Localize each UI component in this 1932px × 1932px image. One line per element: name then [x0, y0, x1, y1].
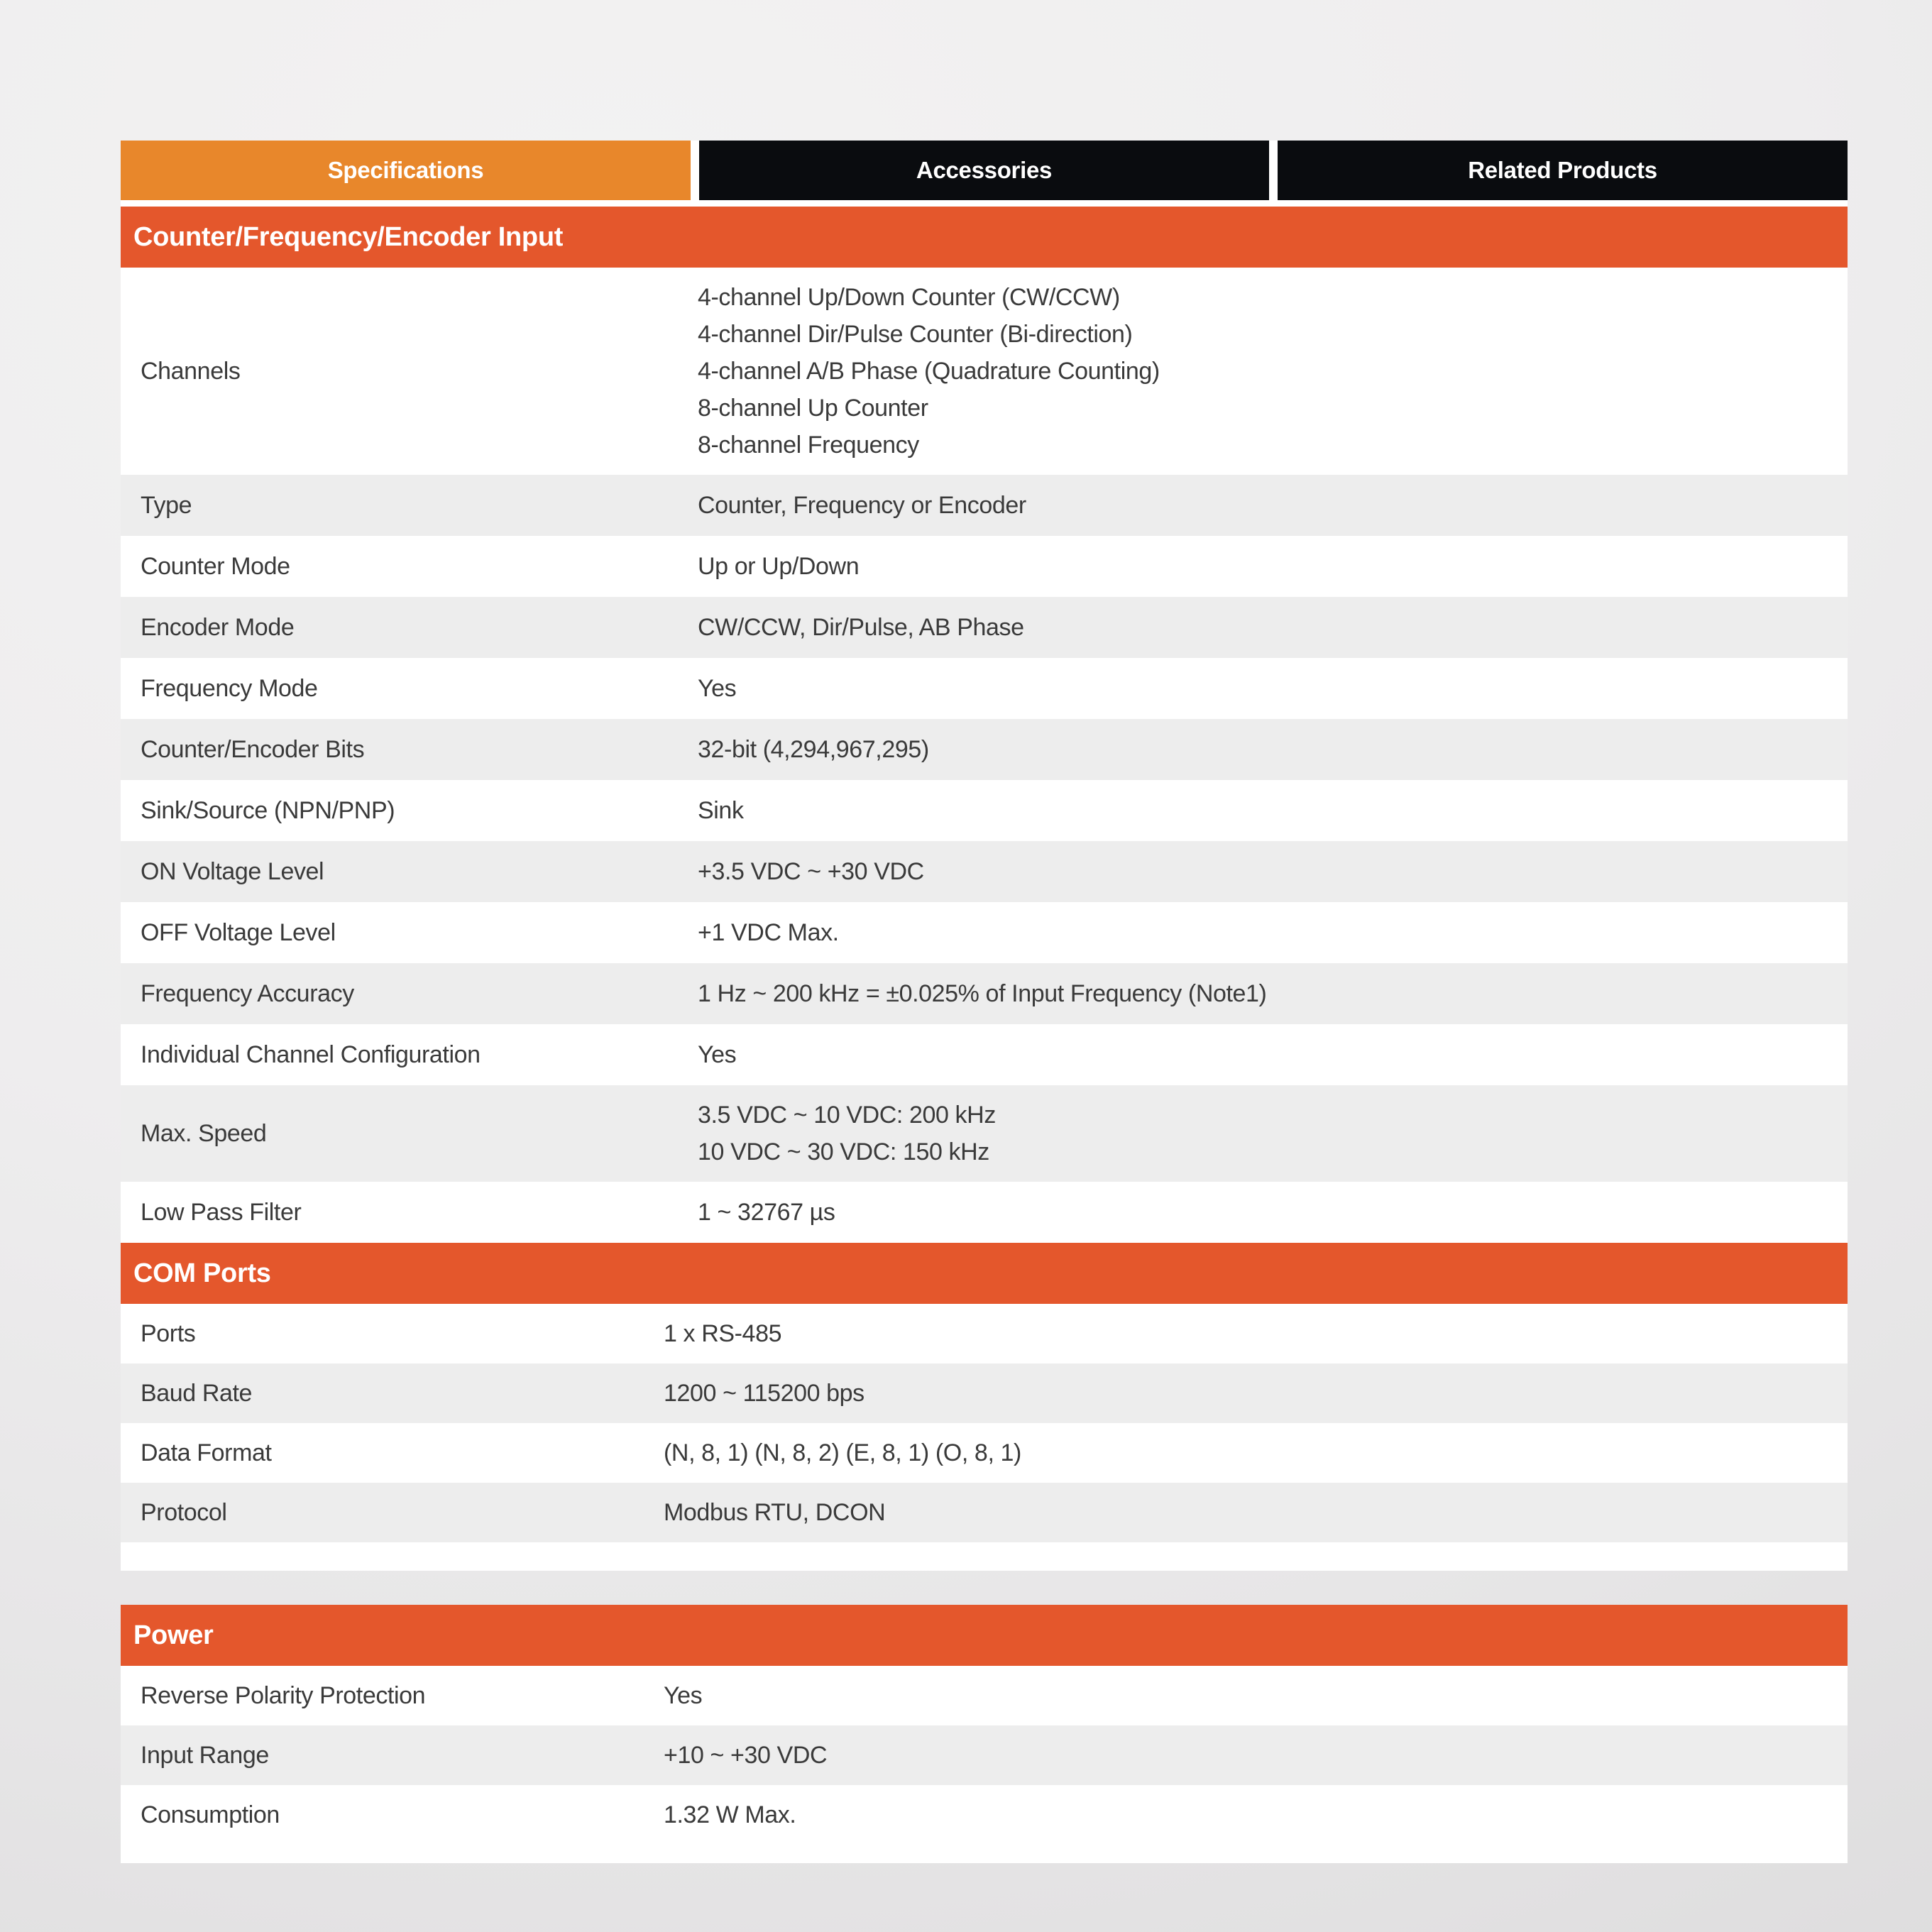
table-row [121, 475, 1848, 536]
row-value [698, 597, 1848, 658]
row-value-line: Counter, Frequency or Encoder [698, 492, 1026, 519]
row-label: Input Range [141, 1742, 269, 1769]
row-value [698, 1024, 1848, 1085]
row-value [664, 1785, 1848, 1845]
row-value [664, 1666, 1848, 1725]
row-value [698, 536, 1848, 597]
table-row [121, 1725, 1848, 1785]
table-row [121, 841, 1848, 902]
row-value [698, 963, 1848, 1024]
row-label: Individual Channel Configuration [141, 1041, 481, 1068]
spec-table-power [121, 1666, 1848, 1845]
row-value [664, 1304, 1848, 1363]
row-value [698, 658, 1848, 719]
row-value-line: Up or Up/Down [698, 553, 860, 580]
row-value-line: 3.5 VDC ~ 10 VDC: 200 kHz [698, 1102, 996, 1129]
table-row [121, 1085, 1848, 1182]
row-value [698, 841, 1848, 902]
row-value-line: 10 VDC ~ 30 VDC: 150 kHz [698, 1138, 989, 1165]
section-header-counter-frequency-encoder-input: Counter/Frequency/Encoder Input [121, 207, 1848, 268]
row-value-line: 4-channel A/B Phase (Quadrature Counting) [698, 358, 1160, 385]
table-row [121, 1024, 1848, 1085]
row-label: Frequency Mode [141, 675, 318, 702]
row-label: Type [141, 492, 192, 519]
row-label: Channels [141, 358, 241, 385]
row-value [664, 1483, 1848, 1542]
table-row [121, 268, 1848, 475]
row-value-line: 1200 ~ 115200 bps [664, 1380, 865, 1407]
row-label: Ports [141, 1320, 196, 1347]
spec-table-com-ports [121, 1304, 1848, 1542]
table-row [121, 1182, 1848, 1243]
row-label: Max. Speed [141, 1120, 267, 1147]
row-label: Encoder Mode [141, 614, 295, 641]
table-row [121, 780, 1848, 841]
row-label: Reverse Polarity Protection [141, 1682, 426, 1709]
tab-bar [121, 141, 1848, 200]
row-value [698, 780, 1848, 841]
row-value-line: 1 ~ 32767 µs [698, 1199, 835, 1226]
row-value-line: 8-channel Frequency [698, 432, 919, 459]
row-value-line: Sink [698, 797, 744, 824]
section-header-com-ports: COM Ports [121, 1243, 1848, 1304]
row-value-line: Modbus RTU, DCON [664, 1499, 886, 1526]
table-row [121, 536, 1848, 597]
row-label: Data Format [141, 1439, 272, 1466]
table-row [121, 1666, 1848, 1725]
row-value [664, 1363, 1848, 1423]
row-value [698, 1085, 1848, 1182]
table-row [121, 963, 1848, 1024]
table-row [121, 902, 1848, 963]
row-value-line: CW/CCW, Dir/Pulse, AB Phase [698, 614, 1024, 641]
row-value-line: +1 VDC Max. [698, 919, 839, 946]
table-row [121, 1363, 1848, 1423]
section-header-power: Power [121, 1605, 1848, 1666]
table-row [121, 719, 1848, 780]
row-label: Counter/Encoder Bits [141, 736, 365, 763]
table-row [121, 658, 1848, 719]
row-value-line: 32-bit (4,294,967,295) [698, 736, 929, 763]
tab-accessories[interactable]: Accessories [699, 141, 1269, 200]
row-value-line: Yes [664, 1682, 703, 1709]
row-label: Protocol [141, 1499, 227, 1526]
row-value [698, 902, 1848, 963]
row-value [698, 1182, 1848, 1243]
row-value [698, 475, 1848, 536]
tab-related-products[interactable]: Related Products [1278, 141, 1848, 200]
table-row [121, 1304, 1848, 1363]
specifications-card [121, 141, 1848, 1571]
row-label: Low Pass Filter [141, 1199, 302, 1226]
tab-specifications[interactable]: Specifications [121, 141, 691, 200]
content-area [121, 141, 1848, 1863]
row-value-line: 4-channel Up/Down Counter (CW/CCW) [698, 284, 1120, 311]
row-value-line: 1 Hz ~ 200 kHz = ±0.025% of Input Frequency (Note1) [698, 980, 1267, 1007]
row-value [698, 719, 1848, 780]
row-label: Frequency Accuracy [141, 980, 354, 1007]
row-value-line: 4-channel Dir/Pulse Counter (Bi-direction) [698, 321, 1133, 348]
row-label: OFF Voltage Level [141, 919, 336, 946]
row-value-line: 1.32 W Max. [664, 1801, 796, 1828]
table-row [121, 597, 1848, 658]
table-row [121, 1785, 1848, 1845]
row-label: Sink/Source (NPN/PNP) [141, 797, 395, 824]
row-label: Consumption [141, 1801, 280, 1828]
row-value-line: 1 x RS-485 [664, 1320, 782, 1347]
row-label: ON Voltage Level [141, 858, 324, 885]
row-value-line: 8-channel Up Counter [698, 395, 928, 422]
row-value-line: Yes [698, 675, 737, 702]
row-value [664, 1725, 1848, 1785]
row-value [664, 1423, 1848, 1483]
table-row [121, 1483, 1848, 1542]
row-label: Counter Mode [141, 553, 290, 580]
table-row [121, 1423, 1848, 1483]
row-value-line: +10 ~ +30 VDC [664, 1742, 828, 1769]
spec-table-counter-frequency-encoder-input [121, 268, 1848, 1243]
section-gap [121, 1571, 1848, 1605]
power-card [121, 1605, 1848, 1863]
row-value-line: +3.5 VDC ~ +30 VDC [698, 858, 924, 885]
row-value-line: (N, 8, 1) (N, 8, 2) (E, 8, 1) (O, 8, 1) [664, 1439, 1021, 1466]
row-value-line: Yes [698, 1041, 737, 1068]
row-label: Baud Rate [141, 1380, 253, 1407]
row-value [698, 268, 1848, 475]
